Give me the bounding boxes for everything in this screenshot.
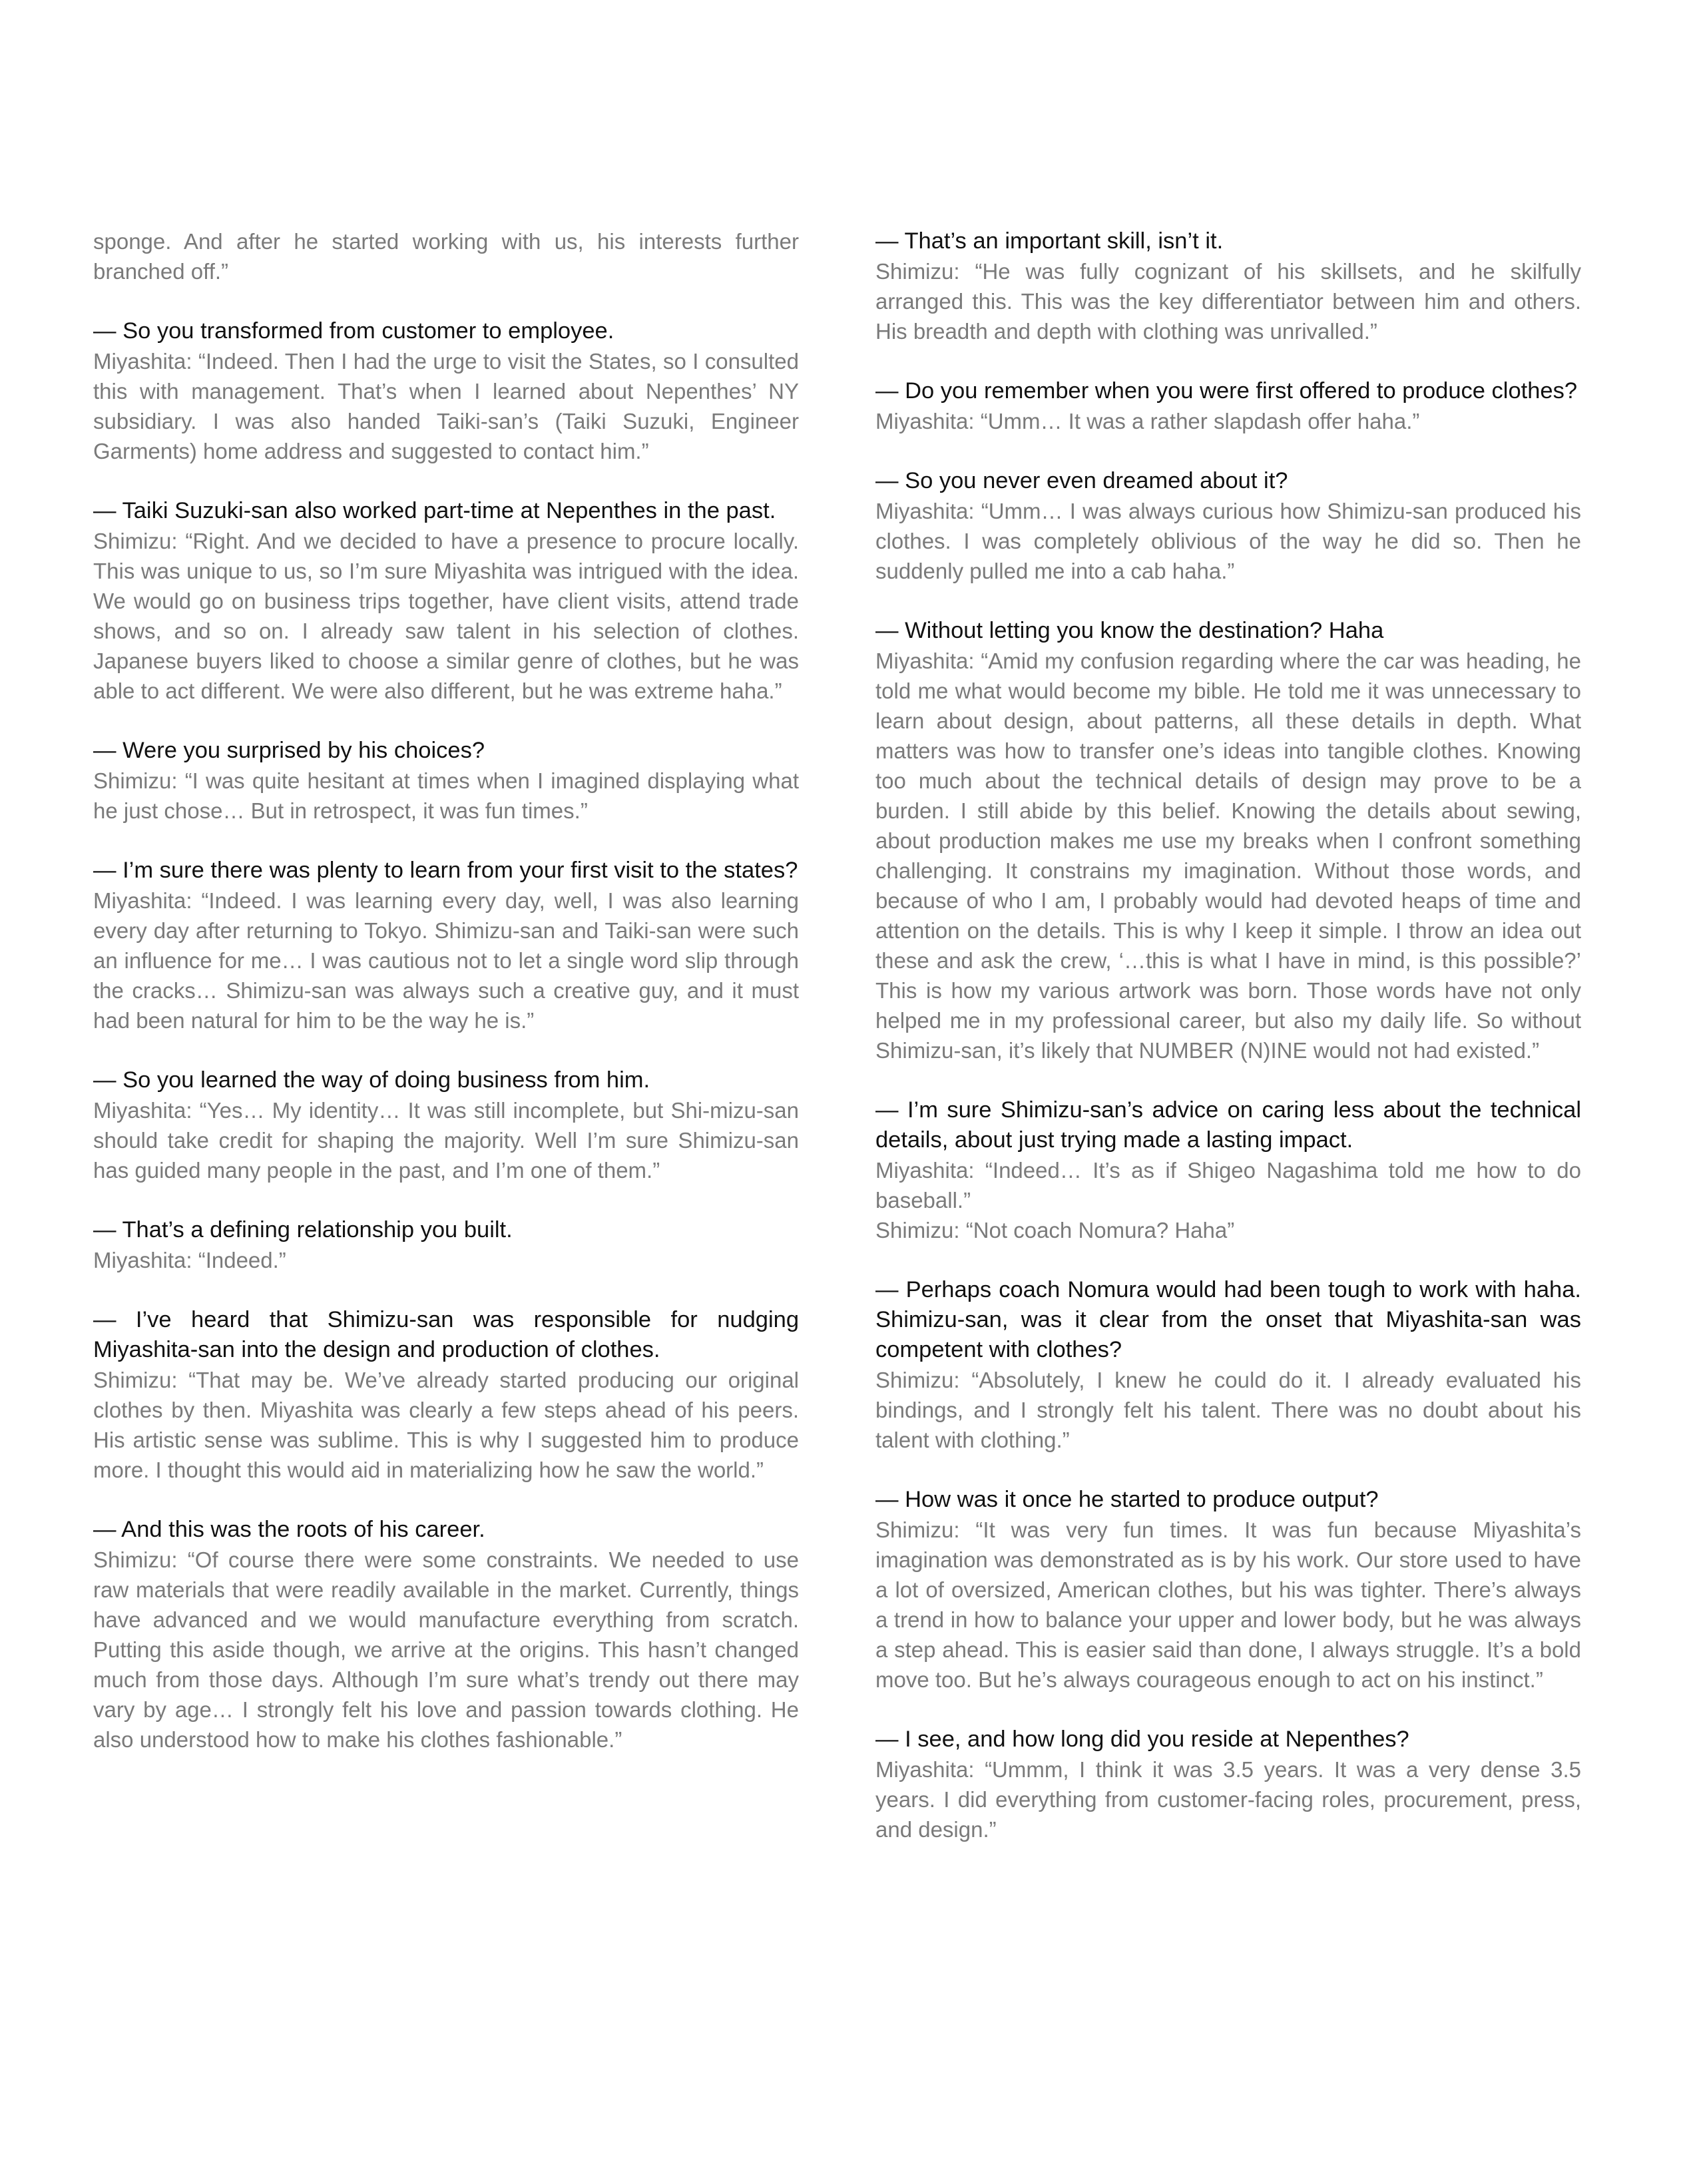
question: — I see, and how long did you reside at Nepenthes? [875,1727,1409,1752]
qa-block [875,226,1581,346]
qa-block [875,1095,1581,1245]
qa-block [93,496,799,706]
qa-block [93,1215,799,1275]
qa-block [93,1515,799,1755]
question: — That’s an important skill, isn’t it. [875,228,1224,254]
question: — So you learned the way of doing business from him. [93,1067,650,1093]
lead-paragraph: sponge. And after he started working with us, his interests further branched off.” [93,229,799,284]
answer: Shimizu: “Of course there were some constraints. We needed to use raw materials that were readily available in the market. Currently, things have advanced and we would manufacture everything from scratch. Putting this aside though, we arrive at the origins. This hasn’t changed much from those days. Although I’m sure what’s trendy out there may vary by age… I strongly felt his love and passion towards clothing. He also understood how to make his clothes fashionable.” [93,1547,799,1752]
answer: Shimizu: “That may be. We’ve already started producing our original clothes by then. Miyashita was clearly a few steps ahead of his peers. His artistic sense was sublime. This is why I suggested him to produce more. I thought this would aid in materializing how he saw the world.” [93,1368,799,1482]
question: — Were you surprised by his choices? [93,738,485,763]
answer: Miyashita: “Indeed… It’s as if Shigeo Nagashima told me how to do baseball.” [875,1158,1581,1213]
question: — So you transformed from customer to employee. [93,318,614,344]
answer: Shimizu: “Right. And we decided to have a presence to procure locally. This was unique to us, so I’m sure Miyashita was intrigued with the idea. We would go on business trips together, have client visits, attend trade shows, and so on. I already saw talent in his selection of clothes. Japanese buyers liked to choose a similar genre of clothes, but he was able to act different. We were also different, but he was extreme haha.” [93,529,799,703]
answer: Shimizu: “Absolutely, I knew he could do it. I already evaluated his bindings, and I strongly felt his talent. There was no doubt about his talent with clothing.” [875,1368,1581,1452]
qa-block [93,316,799,466]
answer: Miyashita: “Ummm, I think it was 3.5 years. It was a very dense 3.5 years. I did everything from customer-facing roles, procurement, press, and design.” [875,1757,1581,1842]
qa-block [875,1485,1581,1695]
answer: Miyashita: “Amid my confusion regarding where the car was heading, he told me what would become my bible. He told me it was unnecessary to learn about design, about patterns, all these details in depth. What matters was how to transfer one’s ideas into tangible clothes. Knowing too much about the technical details of design may prove to be a burden. I still abide by this belief. Knowing the details about sewing, about production makes me use my breaks when I confront something challenging. It constrains my imagination. Without those words, and because of who I am, I probably would had devoted heaps of time and attention on the details. This is why I keep it simple. I throw an idea out these and ask the crew, ‘…this is what I have in mind, is this possible?’ This is how my various artwork was born. Those words have not only helped me in my professional career, but also my daily life. So without Shimizu-san, it’s likely that NUMBER (N)INE would not had existed.” [875,649,1581,1063]
question: — I’ve heard that Shimizu-san was responsible for nudging Miyashita-san into the design and production of clothes. [93,1307,799,1362]
qa-block [93,1065,799,1185]
right-column [875,226,1581,1874]
question: — That’s a defining relationship you built. [93,1217,513,1242]
answer: Miyashita: “Umm… It was a rather slapdash offer haha.” [875,409,1420,433]
qa-block [93,736,799,826]
question: — Do you remember when you were first offered to produce clothes? [875,378,1578,404]
question: — So you never even dreamed about it? [875,468,1288,493]
qa-block [93,856,799,1035]
answer: Miyashita: “Indeed.” [93,1248,286,1272]
question: — Perhaps coach Nomura would had been tough to work with haha. Shimizu-san, was it clear from the onset that Miyashita-san was competent with clothes? [875,1277,1581,1362]
question: — Taiki Suzuki-san also worked part-time at Nepenthes in the past. [93,498,776,523]
answer-followup: Shimizu: “Not coach Nomura? Haha” [875,1218,1235,1242]
question: — And this was the roots of his career. [93,1517,485,1542]
qa-block [875,376,1581,436]
qa-block [875,1275,1581,1455]
answer: Miyashita: “Indeed. Then I had the urge to visit the States, so I consulted this with management. That’s when I learned about Nepenthes’ NY subsidiary. I was also handed Taiki-san’s (Taiki Suzuki, Engineer Garments) home address and suggested to contact him.” [93,349,799,463]
question: — I’m sure there was plenty to learn from your first visit to the states? [93,858,798,883]
answer: Miyashita: “Yes… My identity… It was still incomplete, but Shi-mizu-san should take credit for shaping the majority. Well I’m sure Shimizu-san has guided many people in the past, and I’m one of them.” [93,1098,799,1183]
answer: Shimizu: “It was very fun times. It was fun because Miyashita’s imagination was demonstrated as is by his work. Our store used to have a lot of oversized, American clothes, but his was tighter. There’s always a trend in how to balance your upper and lower body, but he was always a step ahead. This is easier said than done, I always struggle. It’s a bold move too. But he’s always courageous enough to act on his instinct.” [875,1517,1581,1692]
qa-block [875,616,1581,1065]
question: — I’m sure Shimizu-san’s advice on caring less about the technical details, about just trying made a lasting impact. [875,1097,1581,1153]
answer: Miyashita: “Umm… I was always curious how Shimizu-san produced his clothes. I was completely oblivious of the way he did so. Then he suddenly pulled me into a cab haha.” [875,499,1581,583]
qa-block [93,1305,799,1485]
left-column [93,226,799,1784]
qa-block [875,466,1581,586]
qa-block [875,1725,1581,1844]
answer: Shimizu: “I was quite hesitant at times when I imagined displaying what he just chose… But in retrospect, it was fun times.” [93,768,799,823]
question: — Without letting you know the destination? Haha [875,618,1384,643]
answer: Shimizu: “He was fully cognizant of his skillsets, and he skilfully arranged this. This was the key differentiator between him and others. His breadth and depth with clothing was unrivalled.” [875,259,1581,344]
answer: Miyashita: “Indeed. I was learning every day, well, I was also learning every day after returning to Tokyo. Shimizu-san and Taiki-san were such an influence for me… I was cautious not to let a single word slip through the cracks… Shimizu-san was always such a creative guy, and it must had been natural for him to be the way he is.” [93,888,799,1033]
question: — How was it once he started to produce output? [875,1487,1379,1512]
